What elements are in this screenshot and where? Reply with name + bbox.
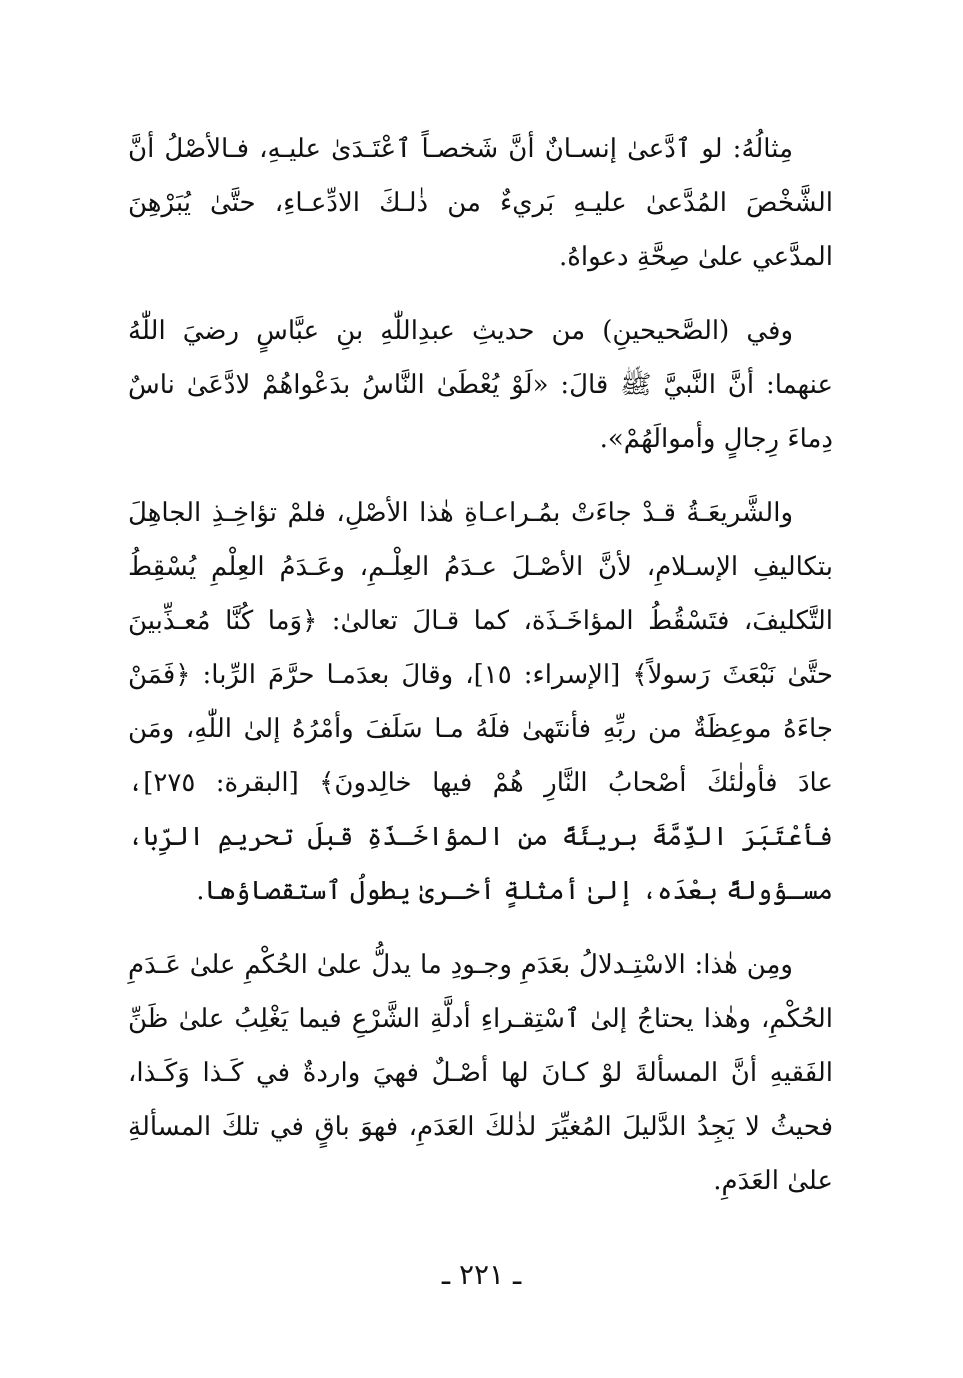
paragraph-4: ومِن هٰذا: الاسْتِـدلالُ بعَدَمِ وجـودِ ما يدلُّ علىٰ الحُكْمِ علىٰ عَـدَمِ الحُكْمِ، وهٰذا يحتاجُ إلىٰ ٱسْتِقـراءِ أدلَّةِ الشَّرْعِ فيما يَغْلِبُ علىٰ ظَنِّ الفَقيهِ أنَّ المسألةَ لوْ كـانَ لها أصْـلٌ فهيَ واردةٌ في كَـذا وَكَـذا، فحيثُ لا يَجِدُ الدَّليلَ المُغيِّرَ لذٰلكَ العَدَمِ، فهوَ باقٍ في تلكَ المسألةِ علىٰ العَدَمِ.: [128, 950, 833, 1196]
paragraph-1: مِثالُهُ: لو ٱدَّعىٰ إنسـانٌ أنَّ شَخصـاً ٱعْتَـدَىٰ عليـهِ، فـالأصْلُ أنَّ الشَّخْصَ المُدَّعىٰ عليـهِ بَريءٌ من ذٰلـكَ الادِّعـاءِ، حتَّىٰ يُبَرْهِنَ المدَّعي علىٰ صِحَّةِ دعواهُ.: [128, 134, 833, 272]
paragraph-3: والشَّريعَـةُ قـدْ جاءَتْ بمُـراعـاةِ هٰذا الأصْلِ، فلمْ تؤاخِـذِ الجاهِلَ بتكاليفِ الإسـلامِ، لأنَّ الأصْـلَ عـدَمُ العِلْـمِ، وعَـدَمُ العِلْمِ يُسْقِطُ التَّكليفَ، فتَسْقُطُ المؤاخَـذَة، كما قـالَ تعالىٰ: ﴿وَما كُنَّا مُعـذِّبينَ حتَّىٰ نَبْعَثَ رَسولاً﴾ [الإسراء: ١٥]، وقالَ بعدَمـا حرَّمَ الرِّبا: ﴿فَمَنْ جاءَهُ موعِظَةٌ من ربِّهِ فأنتَهىٰ فلَهُ مـا سَلَفَ وأمْرُهُ إلىٰ اللّٰهِ، ومَن عادَ فأولٰئكَ أصْحابُ النَّارِ هُمْ فيها خالِدونَ﴾ [البقرة: ٢٧٥]، فأعْتَبَرَ الذِّمَّةَ بريئَةً من المؤاخَـذَةِ قبلَ تحريمِ الرِّبا، مسـؤولةً بعْدَه، إلىٰ أمثلةٍ أخـرىٰ يطولُ ٱستقصاؤها.: [128, 498, 833, 906]
page-body: [128, 122, 833, 1228]
paragraph-2: وفي (الصَّحيحينِ) من حديثِ عبدِاللّٰهِ بنِ عبَّاسٍ رضيَ اللّٰهُ عنهما: أنَّ النَّبيَّ ﷺ قالَ: «لَوْ يُعْطَىٰ النَّاسُ بدَعْواهُمْ لادَّعَىٰ ناسٌ دِماءَ رِجالٍ وأموالَهُمْ».: [128, 316, 833, 454]
page-number: ـ ٢٢١ ـ: [441, 1258, 522, 1291]
